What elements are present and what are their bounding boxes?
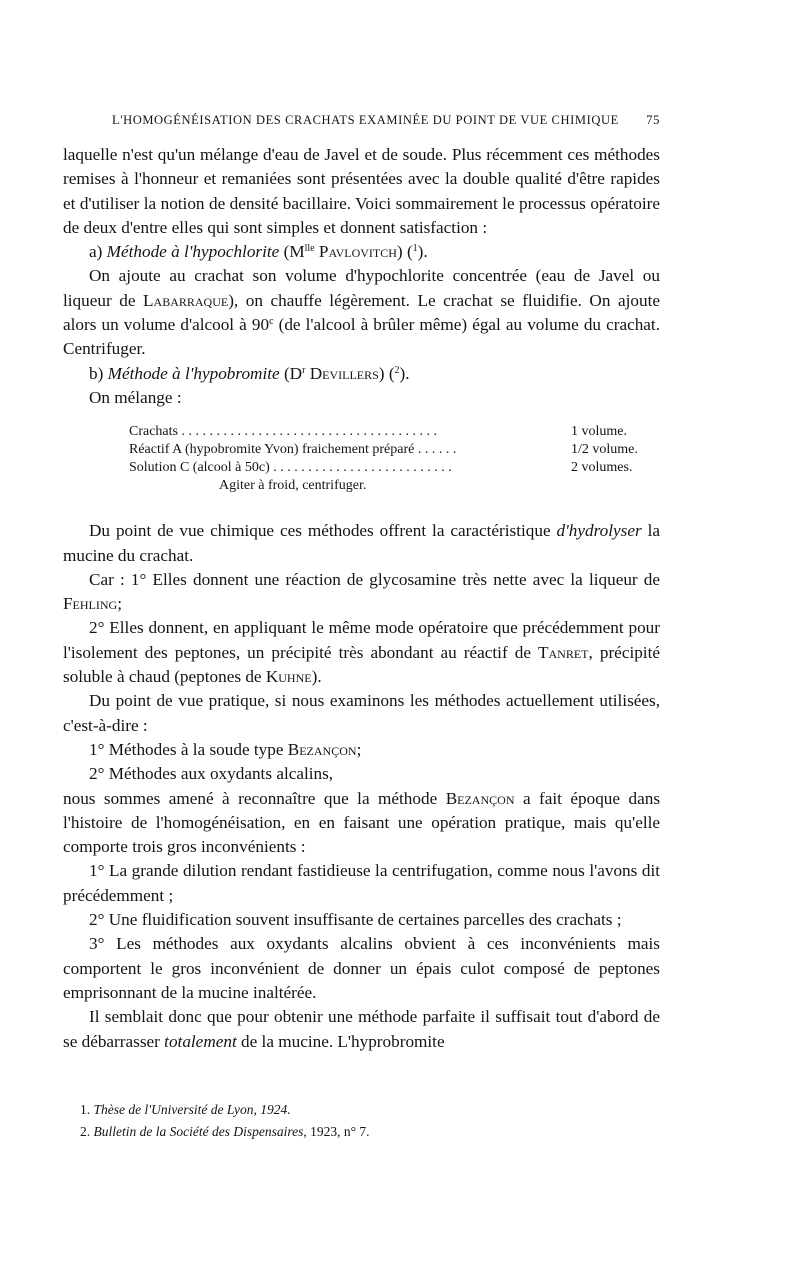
running-title: L'HOMOGÉNÉISATION DES CRACHATS EXAMINÉE DU POINT DE VUE CHIMIQUE [112,113,619,127]
recipe-row: Crachats . . . . . . . . . . . . . . . . . . . . . . . . . . . . . . . . . . . . . 1 volume. [129,424,627,440]
method-a-heading: a) Méthode à l'hypochlorite ($M^{lle}$ Pavlovitch) ($^1$). [89,242,428,262]
footnote: 1. Thèse de l'Université de Lyon, 1924. [80,1102,291,1117]
footnotes [80,1099,600,1143]
paragraph: 2° Elles donnent, en appliquant le même mode opératoire que précédemment pour l'isolement des peptones, un précipité très abondant au réactif de Tanret, précipité soluble à chaud (peptones de Kuhne). [63,618,660,687]
method-a-title: Méthode à l'hypochlorite [106,242,280,262]
list-item: 2° Une fluidification souvent insuffisante de certaines parcelles des crachats ; [89,910,622,930]
recipe-row: Solution C (alcool à 50c) . . . . . . . . . . . . . . . . . . . . . . . . . . 2 volumes. [129,460,633,476]
paragraph: Du point de vue chimique ces méthodes offrent la caractéristique d'hydrolyser la mucine du crachat. [63,521,661,565]
list-item: 2° Méthodes aux oxydants alcalins, [89,764,334,784]
recipe-note: Agiter à froid, centrifuger. [219,478,367,494]
paragraph: Il semblait donc que pour obtenir une méthode parfaite il suffisait tout d'abord de se débarrasser totalement de la mucine. L'hyprobromite [63,1007,660,1051]
footnote-ref: 2 [394,364,400,376]
footnote: 2. Bulletin de la Société des Dispensaires, 1923, n° 7. [80,1124,370,1139]
method-b-title: Méthode à l'hypobromite [107,363,280,383]
paragraph: On ajoute au crachat son volume d'hypochlorite concentrée (eau de Javel ou liqueur de Labarraque), on chauffe légèrement. Le crachat se fluidifie. On ajoute alors un volume d'alcool à 90$^c$ (de l'alcool à brûler même) égal au volume du crachat. Centrifuger. [63,266,661,359]
paragraph: Du point de vue pratique, si nous examinons les méthodes actuellement utilisées, c'est-à-dire : [63,691,660,735]
paragraph: laquelle n'est qu'un mélange d'eau de Javel et de soude. Plus récemment ces méthodes remises à l'honneur et remaniées sont présentées avec la double qualité d'être rapides et d'utiliser la notion de densité bacillaire. Voici sommairement le processus opératoire de deux d'entre elles qui sont simples et donnent satisfaction : [63,145,660,237]
method-b-heading: b) Méthode à l'hypobromite ($D^r$ Devillers) ($^2$). [89,363,410,383]
paragraph: nous sommes amené à reconnaître que la méthode Bezançon a fait époque dans l'histoire de l'homogénéisation, en en faisant une opération pratique, mais qu'elle comporte trois gros inconvénients : [63,788,661,857]
footnote-ref: 1 [412,243,418,255]
running-header [112,113,660,128]
recipe-table [129,423,659,495]
paragraph: Car : 1° Elles donnent une réaction de glycosamine très nette avec la liqueur de Fehling; [63,569,660,614]
author-name: Devillers [309,363,379,383]
list-item: 1° La grande dilution rendant fastidieuse la centrifugation, comme nous l'avons dit précédemment ; [63,861,660,905]
list-item: 3° Les méthodes aux oxydants alcalins obvient à ces inconvénients mais comportent le gros inconvénient de donner un épais culot composé de peptones emprisonnant de la mucine inaltérée. [63,934,660,1002]
author-name: Pavlovitch [318,242,397,262]
list-item: 1° Méthodes à la soude type Bezançon; [89,739,362,759]
main-text [63,143,660,1054]
recipe-row: Réactif A (hypobromite Yvon) fraichement préparé . . . . . . 1/2 volume. [129,442,638,458]
paragraph: On mélange : [89,387,182,407]
page-number: 75 [646,113,660,127]
